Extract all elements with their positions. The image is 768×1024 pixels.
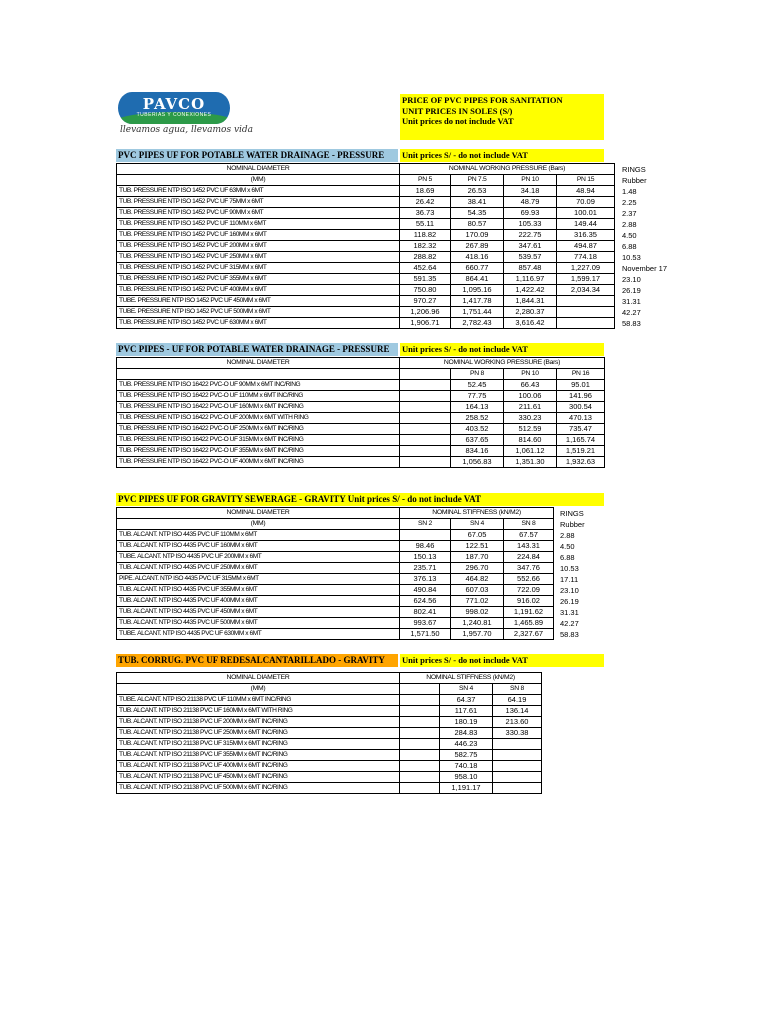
table-row [117,618,554,629]
price-cell: 141.96 [557,391,605,402]
section1-table [116,163,615,329]
blank-cell [400,402,451,413]
section3-mm-header: (MM) [117,519,400,530]
price-cell: 300.54 [557,402,605,413]
price-cell: 213.60 [493,717,542,728]
table-row [117,574,554,585]
table-row [117,739,542,750]
price-cell: 970.27 [400,296,451,307]
ring-price: 10.53 [560,564,579,573]
price-cell: 296.70 [451,563,504,574]
price-cell: 512.59 [504,424,557,435]
section3-col-header: SN 8 [504,519,554,530]
ring-price: 2.25 [622,198,637,207]
price-cell: 98.46 [400,541,451,552]
section1-col-header: PN 10 [504,175,557,186]
header-line-3: Unit prices do not include VAT [402,116,514,126]
price-cell: 452.64 [400,263,451,274]
ring-price: 2.88 [560,531,575,540]
price-cell: 376.13 [400,574,451,585]
price-cell: 18.69 [400,186,451,197]
pipe-name: TUB. ALCANT. NTP ISO 21138 PVC UF 160MM x 6MT WITH RING [117,706,400,717]
section3-rubber-header: Rubber [560,520,585,529]
section2-blank-header [400,369,451,380]
table-row [117,772,542,783]
price-cell: 1,422.42 [504,285,557,296]
price-cell: 164.13 [451,402,504,413]
price-cell [493,783,542,794]
pipe-name: TUB. ALCANT. NTP ISO 21138 PVC UF 355MM x 6MT INC/RING [117,750,400,761]
price-cell: 316.35 [557,230,615,241]
pipe-name: TUB. PRESSURE NTP ISO 16422 PVC-O UF 200MM x 6MT WITH RING [117,413,400,424]
pipe-name: TUB. PRESSURE NTP ISO 1452 PVC UF 75MM x 6MT [117,197,400,208]
price-cell: 2,280.37 [504,307,557,318]
table-row [117,695,542,706]
price-cell: 539.57 [504,252,557,263]
price-cell: 1,571.50 [400,629,451,640]
price-cell: 1,519.21 [557,446,605,457]
price-cell: 552.66 [504,574,554,585]
table-row [117,219,615,230]
price-cell: 1,191.17 [440,783,493,794]
price-cell: 70.09 [557,197,615,208]
ring-price: 1.48 [622,187,637,196]
pipe-name: TUB. ALCANT. NTP ISO 21138 PVC UF 250MM x 6MT INC/RING [117,728,400,739]
price-cell: 180.19 [440,717,493,728]
pipe-name: TUB. PRESSURE NTP ISO 1452 PVC UF 110MM x 6MT [117,219,400,230]
table-row [117,307,615,318]
price-cell: 814.60 [504,435,557,446]
price-cell: 26.42 [400,197,451,208]
price-cell: 1,844.31 [504,296,557,307]
section3-rings-column [560,508,585,640]
table-row [117,402,605,413]
pipe-name: TUB. ALCANT. NTP ISO 4435 PVC UF 450MM x 6MT [117,607,400,618]
price-cell: 490.84 [400,585,451,596]
price-cell: 143.31 [504,541,554,552]
pipe-name: TUB. PRESSURE NTP ISO 16422 PVC-O UF 355MM x 6MT INC/RING [117,446,400,457]
ring-price: 31.31 [560,608,579,617]
blank-cell [400,728,440,739]
price-cell [557,307,615,318]
price-cell: 864.41 [451,274,504,285]
price-cell: 347.61 [504,241,557,252]
table-row [117,252,615,263]
blank-cell [400,783,440,794]
price-cell: 1,957.70 [451,629,504,640]
price-cell: 1,599.17 [557,274,615,285]
logo-brand: PAVCO [142,95,206,113]
price-cell: 958.10 [440,772,493,783]
blank-cell [400,717,440,728]
ring-price: 42.27 [622,308,641,317]
ring-price: 58.83 [622,319,641,328]
pipe-name: TUB. PRESSURE NTP ISO 1452 PVC UF 90MM x 6MT [117,208,400,219]
price-cell: 582.75 [440,750,493,761]
section1-rings-header: RINGS [622,165,646,174]
section1-title: PVC PIPES UF FOR POTABLE WATER DRAINAGE - PRESSURE [116,149,398,162]
pipe-name: TUBE. ALCANT. NTP ISO 4435 PVC UF 200MM x 6MT [117,552,400,563]
price-cell: 607.03 [451,585,504,596]
price-cell: 740.18 [440,761,493,772]
section2-pressure-header: NOMINAL WORKING PRESSURE (Bars) [400,358,605,369]
price-cell: 38.41 [451,197,504,208]
price-cell: 122.51 [451,541,504,552]
section4-mm-header: (MM) [117,684,400,695]
price-cell: 36.73 [400,208,451,219]
pipe-name: TUB. ALCANT. NTP ISO 21138 PVC UF 315MM x 6MT INC/RING [117,739,400,750]
price-cell: 771.02 [451,596,504,607]
pipe-name: TUB. PRESSURE NTP ISO 16422 PVC-O UF 315MM x 6MT INC/RING [117,435,400,446]
price-cell: 494.87 [557,241,615,252]
pipe-name: TUB. PRESSURE NTP ISO 1452 PVC UF 315MM x 6MT [117,263,400,274]
blank-cell [400,446,451,457]
price-cell: 64.19 [493,695,542,706]
table-row [117,285,615,296]
price-cell [493,772,542,783]
pipe-name: PIPE. ALCANT. NTP ISO 4435 PVC UF 315MM x 6MT [117,574,400,585]
blank-cell [400,413,451,424]
price-cell: 136.14 [493,706,542,717]
blank-cell [400,750,440,761]
table-row [117,296,615,307]
section3-stiffness-header: NOMINAL STIFFNESS (kN/M2) [400,508,554,519]
ring-price: 31.31 [622,297,641,306]
ring-price: November 17 [622,264,668,273]
price-cell: 834.16 [451,446,504,457]
price-cell [493,750,542,761]
price-cell: 1,227.09 [557,263,615,274]
price-cell: 182.32 [400,241,451,252]
price-cell: 2,034.34 [557,285,615,296]
pipe-name: TUB. ALCANT. NTP ISO 4435 PVC UF 500MM x 6MT [117,618,400,629]
price-cell: 347.76 [504,563,554,574]
table-row [117,446,605,457]
section1-rubber-header: Rubber [622,176,647,185]
price-cell: 1,116.97 [504,274,557,285]
ring-price: 23.10 [560,586,579,595]
table-row [117,563,554,574]
price-cell: 774.18 [557,252,615,263]
table-row [117,263,615,274]
blank-cell [400,695,440,706]
pipe-name: TUB. ALCANT. NTP ISO 4435 PVC UF 400MM x 6MT [117,596,400,607]
blank-cell [400,391,451,402]
price-cell: 67.05 [451,530,504,541]
blank-cell [400,424,451,435]
section1-diameter-header: NOMINAL DIAMETER [117,164,400,175]
price-cell: 1,206.96 [400,307,451,318]
price-cell: 67.57 [504,530,554,541]
price-cell: 735.47 [557,424,605,435]
ring-price: 23.10 [622,275,641,284]
table-row [117,596,554,607]
pipe-name: TUB. ALCANT. NTP ISO 21138 PVC UF 450MM x 6MT INC/RING [117,772,400,783]
price-cell: 26.53 [451,186,504,197]
price-cell: 624.56 [400,596,451,607]
pipe-name: TUB. PRESSURE NTP ISO 1452 PVC UF 400MM x 6MT [117,285,400,296]
section1-pressure-header: NOMINAL WORKING PRESSURE (Bars) [400,164,615,175]
price-cell: 2,327.67 [504,629,554,640]
ring-price: 26.19 [560,597,579,606]
table-row [117,783,542,794]
price-cell: 77.75 [451,391,504,402]
pipe-name: TUB. PRESSURE NTP ISO 1452 PVC UF 630MM x 6MT [117,318,400,329]
price-cell: 1,906.71 [400,318,451,329]
section4-blank-header [400,684,440,695]
pipe-name: TUB. PRESSURE NTP ISO 1452 PVC UF 63MM x 6MT [117,186,400,197]
price-cell: 224.84 [504,552,554,563]
price-cell: 34.18 [504,186,557,197]
table-row [117,750,542,761]
table-row [117,241,615,252]
price-cell: 591.35 [400,274,451,285]
price-cell: 211.61 [504,402,557,413]
header-line-2: UNIT PRICES IN SOLES (S/) [402,105,513,116]
table-row [117,230,615,241]
section2-col-header: PN 8 [451,369,504,380]
pipe-name: TUB. PRESSURE NTP ISO 16422 PVC-O UF 400MM x 6MT INC/RING [117,457,400,468]
pipe-name: TUB. ALCANT. NTP ISO 4435 PVC UF 160MM x 6MT [117,541,400,552]
header-box [400,94,604,140]
ring-price: 26.19 [622,286,641,295]
price-cell: 284.83 [440,728,493,739]
section4-table [116,672,542,794]
pipe-name: TUB. PRESSURE NTP ISO 16422 PVC-O UF 90MM x 6MT INC/RING [117,380,400,391]
pipe-name: TUB. PRESSURE NTP ISO 1452 PVC UF 160MM x 6MT [117,230,400,241]
table-row [117,197,615,208]
ring-price: 6.88 [560,553,575,562]
pipe-name: TUB. ALCANT. NTP ISO 21138 PVC UF 500MM x 6MT INC/RING [117,783,400,794]
price-cell: 66.43 [504,380,557,391]
price-cell: 48.94 [557,186,615,197]
price-cell: 187.70 [451,552,504,563]
price-cell: 3,616.42 [504,318,557,329]
table-row [117,318,615,329]
table-row [117,530,554,541]
pipe-name: TUBE. PRESSURE NTP ISO 1452 PVC UF 500MM x 6MT [117,307,400,318]
section2-col-header: PN 16 [557,369,605,380]
pipe-name: TUBE. PRESSURE NTP ISO 1452 PVC UF 450MM x 6MT [117,296,400,307]
price-cell: 235.71 [400,563,451,574]
logo-slogan: llevamos agua, llevamos vida [120,125,254,135]
ring-price: 58.83 [560,630,579,639]
table-row [117,457,605,468]
price-cell [557,318,615,329]
price-cell: 55.11 [400,219,451,230]
ring-price: 42.27 [560,619,579,628]
section1-note: Unit prices S/ - do not include VAT [400,149,604,162]
price-cell: 1,351.30 [504,457,557,468]
section3-table [116,507,554,640]
blank-cell [400,457,451,468]
pipe-name: TUBE. ALCANT. NTP ISO 4435 PVC UF 630MM x 6MT [117,629,400,640]
section1-mm-header: (MM) [117,175,400,186]
section1-col-header: PN 7.5 [451,175,504,186]
price-cell: 100.01 [557,208,615,219]
price-cell: 2,782.43 [451,318,504,329]
price-cell: 403.52 [451,424,504,435]
table-row [117,717,542,728]
price-cell: 54.35 [451,208,504,219]
price-cell: 418.16 [451,252,504,263]
price-cell: 64.37 [440,695,493,706]
price-cell: 1,056.83 [451,457,504,468]
table-row [117,552,554,563]
price-cell: 105.33 [504,219,557,230]
ring-price: 2.88 [622,220,637,229]
pavco-logo [118,92,254,138]
price-cell: 1,191.62 [504,607,554,618]
table-row [117,380,605,391]
section3-col-header: SN 2 [400,519,451,530]
table-row [117,186,615,197]
blank-cell [400,706,440,717]
blank-cell [400,435,451,446]
pipe-name: TUB. PRESSURE NTP ISO 16422 PVC-O UF 160MM x 6MT INC/RING [117,402,400,413]
price-cell: 1,165.74 [557,435,605,446]
price-cell: 170.09 [451,230,504,241]
price-cell: 100.06 [504,391,557,402]
table-row [117,706,542,717]
section1-rings-column [622,164,667,329]
section2-blank-header [117,369,400,380]
price-cell: 470.13 [557,413,605,424]
price-cell [557,296,615,307]
table-row [117,208,615,219]
pipe-name: TUB. ALCANT. NTP ISO 4435 PVC UF 110MM x 6MT [117,530,400,541]
pipe-name: TUB. PRESSURE NTP ISO 1452 PVC UF 355MM x 6MT [117,274,400,285]
price-cell: 288.82 [400,252,451,263]
price-cell: 118.82 [400,230,451,241]
price-cell: 150.13 [400,552,451,563]
table-row [117,391,605,402]
ring-price: 6.88 [622,242,637,251]
section1-col-header: PN 15 [557,175,615,186]
section4-title: TUB. CORRUG. PVC UF REDESALCANTARILLADO - GRAVITY [116,654,398,667]
table-row [117,629,554,640]
price-cell: 750.80 [400,285,451,296]
logo-subtitle: TUBERIAS Y CONEXIONES [136,112,212,118]
ring-price: 17.11 [560,575,579,584]
pipe-name: TUB. ALCANT. NTP ISO 4435 PVC UF 250MM x 6MT [117,563,400,574]
pipe-name: TUB. PRESSURE NTP ISO 16422 PVC-O UF 110MM x 6MT INC/RING [117,391,400,402]
price-cell: 1,751.44 [451,307,504,318]
header-line-1: PRICE OF PVC PIPES FOR SANITATION [402,95,563,105]
price-cell: 1,465.89 [504,618,554,629]
table-row [117,728,542,739]
table-row [117,585,554,596]
price-cell: 446.23 [440,739,493,750]
price-cell: 1,417.78 [451,296,504,307]
section2-col-header: PN 10 [504,369,557,380]
pipe-name: TUB. ALCANT. NTP ISO 4435 PVC UF 355MM x 6MT [117,585,400,596]
price-cell: 48.79 [504,197,557,208]
price-cell [493,761,542,772]
ring-price: 2.37 [622,209,637,218]
price-cell: 80.57 [451,219,504,230]
section4-stiffness-header: NOMINAL STIFFNESS (kN/M2) [400,673,542,684]
table-row [117,541,554,552]
table-row [117,424,605,435]
section2-note: Unit prices S/ - do not include VAT [400,343,604,356]
price-cell: 330.23 [504,413,557,424]
section3-title: PVC PIPES UF FOR GRAVITY SEWERAGE - GRAVITY Unit prices S/ - do not include VAT [116,493,604,506]
price-cell: 52.45 [451,380,504,391]
blank-cell [400,380,451,391]
price-cell: 330.38 [493,728,542,739]
price-cell: 722.09 [504,585,554,596]
section4-col-header: SN 4 [440,684,493,695]
price-cell [400,530,451,541]
section3-col-header: SN 4 [451,519,504,530]
table-row [117,435,605,446]
price-cell: 69.93 [504,208,557,219]
section2-table [116,357,605,468]
section3-diameter-header: NOMINAL DIAMETER [117,508,400,519]
price-cell: 857.48 [504,263,557,274]
blank-cell [400,761,440,772]
price-cell: 1,061.12 [504,446,557,457]
price-cell: 222.75 [504,230,557,241]
price-cell: 149.44 [557,219,615,230]
ring-price: 4.50 [622,231,637,240]
price-cell: 802.41 [400,607,451,618]
table-row [117,413,605,424]
table-row [117,274,615,285]
ring-price: 10.53 [622,253,641,262]
price-cell: 464.82 [451,574,504,585]
price-cell: 117.61 [440,706,493,717]
table-row [117,761,542,772]
section2-diameter-header: NOMINAL DIAMETER [117,358,400,369]
pipe-name: TUB. PRESSURE NTP ISO 1452 PVC UF 200MM x 6MT [117,241,400,252]
section4-col-header: SN 8 [493,684,542,695]
price-cell: 1,095.16 [451,285,504,296]
section1-col-header: PN 5 [400,175,451,186]
price-cell: 993.67 [400,618,451,629]
ring-price: 4.50 [560,542,575,551]
price-cell: 660.77 [451,263,504,274]
section4-note: Unit prices S/ - do not include VAT [400,654,604,667]
price-cell: 95.01 [557,380,605,391]
pipe-name: TUBE. ALCANT. NTP ISO 21138 PVC UF 110MM x 6MT INC/RING [117,695,400,706]
price-cell: 916.02 [504,596,554,607]
logo-badge [118,92,230,124]
section4-diameter-header: NOMINAL DIAMETER [117,673,400,684]
pipe-name: TUB. ALCANT. NTP ISO 21138 PVC UF 200MM x 6MT INC/RING [117,717,400,728]
blank-cell [400,739,440,750]
price-cell: 1,932.63 [557,457,605,468]
section2-title: PVC PIPES - UF FOR POTABLE WATER DRAINAGE - PRESSURE [116,343,398,356]
price-cell: 1,240.81 [451,618,504,629]
table-row [117,607,554,618]
price-cell [493,739,542,750]
price-cell: 267.89 [451,241,504,252]
section3-rings-header: RINGS [560,509,584,518]
pipe-name: TUB. ALCANT. NTP ISO 21138 PVC UF 400MM x 6MT INC/RING [117,761,400,772]
price-cell: 998.02 [451,607,504,618]
pipe-name: TUB. PRESSURE NTP ISO 1452 PVC UF 250MM x 6MT [117,252,400,263]
blank-cell [400,772,440,783]
pipe-name: TUB. PRESSURE NTP ISO 16422 PVC-O UF 250MM x 6MT INC/RING [117,424,400,435]
price-cell: 637.65 [451,435,504,446]
price-cell: 258.52 [451,413,504,424]
